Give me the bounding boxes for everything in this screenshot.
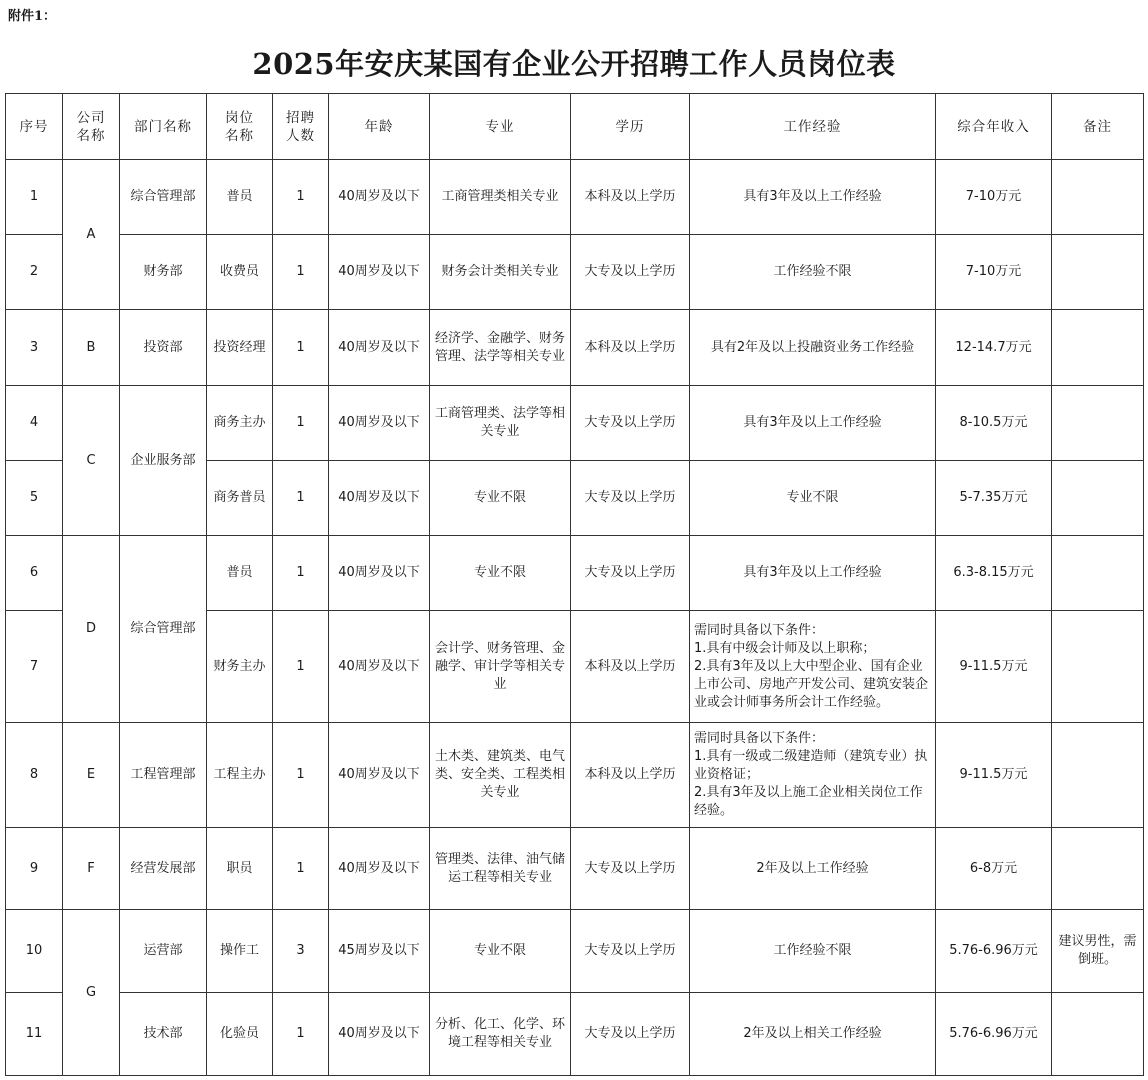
cell-dept: 投资部 (120, 310, 207, 386)
cell-seq: 8 (6, 723, 63, 828)
cell-age: 40周岁及以下 (329, 386, 430, 461)
cell-income: 7-10万元 (936, 160, 1052, 235)
cell-dept: 企业服务部 (120, 386, 207, 536)
cell-age: 40周岁及以下 (329, 160, 430, 235)
cell-count: 1 (273, 536, 329, 611)
cell-major: 工商管理类相关专业 (430, 160, 571, 235)
cell-post: 商务主办 (207, 386, 273, 461)
cell-count: 1 (273, 993, 329, 1076)
cell-company: A (63, 160, 120, 310)
cell-company: C (63, 386, 120, 536)
cell-company: F (63, 828, 120, 910)
cell-exp: 工作经验不限 (690, 910, 936, 993)
cell-major: 土木类、建筑类、电气类、安全类、工程类相关专业 (430, 723, 571, 828)
cell-exp: 2年及以上相关工作经验 (690, 993, 936, 1076)
cell-seq: 1 (6, 160, 63, 235)
cell-major: 经济学、金融学、财务管理、法学等相关专业 (430, 310, 571, 386)
cell-edu: 大专及以上学历 (571, 536, 690, 611)
cell-seq: 5 (6, 461, 63, 536)
cell-note (1052, 611, 1144, 723)
cell-age: 40周岁及以下 (329, 723, 430, 828)
cell-count: 1 (273, 310, 329, 386)
header-major: 专业 (430, 94, 571, 160)
cell-post: 投资经理 (207, 310, 273, 386)
cell-dept: 财务部 (120, 235, 207, 310)
cell-edu: 大专及以上学历 (571, 235, 690, 310)
cell-count: 1 (273, 723, 329, 828)
table-row (6, 386, 1144, 461)
cell-edu: 本科及以上学历 (571, 611, 690, 723)
cell-note (1052, 310, 1144, 386)
cell-post: 收费员 (207, 235, 273, 310)
cell-note (1052, 723, 1144, 828)
cell-edu: 本科及以上学历 (571, 723, 690, 828)
cell-dept: 工程管理部 (120, 723, 207, 828)
cell-dept: 技术部 (120, 993, 207, 1076)
cell-seq: 10 (6, 910, 63, 993)
cell-age: 45周岁及以下 (329, 910, 430, 993)
cell-note (1052, 536, 1144, 611)
cell-count: 1 (273, 611, 329, 723)
cell-major: 专业不限 (430, 536, 571, 611)
header-edu: 学历 (571, 94, 690, 160)
page-title: 2025年安庆某国有企业公开招聘工作人员岗位表 (252, 47, 896, 81)
header-income: 综合年收入 (936, 94, 1052, 160)
cell-company: D (63, 536, 120, 723)
cell-note (1052, 828, 1144, 910)
header-exp: 工作经验 (690, 94, 936, 160)
cell-age: 40周岁及以下 (329, 828, 430, 910)
cell-major: 工商管理类、法学等相关专业 (430, 386, 571, 461)
cell-post: 化验员 (207, 993, 273, 1076)
cell-income: 5.76-6.96万元 (936, 993, 1052, 1076)
cell-income: 12-14.7万元 (936, 310, 1052, 386)
cell-age: 40周岁及以下 (329, 310, 430, 386)
cell-age: 40周岁及以下 (329, 461, 430, 536)
header-count: 招聘 人数 (273, 94, 329, 160)
cell-post: 操作工 (207, 910, 273, 993)
cell-major: 专业不限 (430, 910, 571, 993)
cell-post: 财务主办 (207, 611, 273, 723)
cell-count: 1 (273, 828, 329, 910)
recruitment-table (5, 93, 1144, 1076)
cell-company: E (63, 723, 120, 828)
cell-income: 5.76-6.96万元 (936, 910, 1052, 993)
header-company: 公司 名称 (63, 94, 120, 160)
attachment-label: 附件1： (8, 9, 57, 24)
header-age: 年龄 (329, 94, 430, 160)
cell-major: 管理类、法律、油气储运工程等相关专业 (430, 828, 571, 910)
cell-seq: 2 (6, 235, 63, 310)
cell-seq: 7 (6, 611, 63, 723)
cell-exp: 工作经验不限 (690, 235, 936, 310)
cell-income: 9-11.5万元 (936, 611, 1052, 723)
cell-count: 1 (273, 235, 329, 310)
cell-age: 40周岁及以下 (329, 993, 430, 1076)
cell-edu: 本科及以上学历 (571, 160, 690, 235)
cell-age: 40周岁及以下 (329, 536, 430, 611)
table-row (6, 160, 1144, 235)
header-post: 岗位 名称 (207, 94, 273, 160)
cell-note (1052, 386, 1144, 461)
cell-exp: 具有3年及以上工作经验 (690, 536, 936, 611)
cell-major: 财务会计类相关专业 (430, 235, 571, 310)
cell-exp: 具有2年及以上投融资业务工作经验 (690, 310, 936, 386)
table-row (6, 723, 1144, 828)
cell-major: 会计学、财务管理、金融学、审计学等相关专业 (430, 611, 571, 723)
header-note: 备注 (1052, 94, 1144, 160)
table-row (6, 235, 1144, 310)
cell-major: 专业不限 (430, 461, 571, 536)
cell-income: 6.3-8.15万元 (936, 536, 1052, 611)
cell-company: G (63, 910, 120, 1076)
cell-dept: 经营发展部 (120, 828, 207, 910)
table-row (6, 993, 1144, 1076)
header-row (6, 94, 1144, 160)
table-row (6, 910, 1144, 993)
cell-age: 40周岁及以下 (329, 235, 430, 310)
cell-note: 建议男性，需倒班。 (1052, 910, 1144, 993)
cell-seq: 6 (6, 536, 63, 611)
cell-income: 9-11.5万元 (936, 723, 1052, 828)
cell-note (1052, 993, 1144, 1076)
cell-edu: 大专及以上学历 (571, 386, 690, 461)
cell-exp: 具有3年及以上工作经验 (690, 386, 936, 461)
cell-post: 普员 (207, 536, 273, 611)
cell-seq: 4 (6, 386, 63, 461)
cell-edu: 本科及以上学历 (571, 310, 690, 386)
cell-major: 分析、化工、化学、环境工程等相关专业 (430, 993, 571, 1076)
cell-income: 7-10万元 (936, 235, 1052, 310)
cell-post: 商务普员 (207, 461, 273, 536)
cell-post: 普员 (207, 160, 273, 235)
cell-edu: 大专及以上学历 (571, 461, 690, 536)
cell-age: 40周岁及以下 (329, 611, 430, 723)
cell-dept: 综合管理部 (120, 160, 207, 235)
cell-company: B (63, 310, 120, 386)
cell-edu: 大专及以上学历 (571, 993, 690, 1076)
cell-income: 8-10.5万元 (936, 386, 1052, 461)
header-seq: 序号 (6, 94, 63, 160)
table-row (6, 536, 1144, 611)
table-row (6, 310, 1144, 386)
header-dept: 部门名称 (120, 94, 207, 160)
cell-seq: 3 (6, 310, 63, 386)
cell-note (1052, 160, 1144, 235)
cell-dept: 运营部 (120, 910, 207, 993)
cell-count: 1 (273, 461, 329, 536)
cell-note (1052, 235, 1144, 310)
cell-post: 工程主办 (207, 723, 273, 828)
cell-count: 3 (273, 910, 329, 993)
cell-exp: 需同时具备以下条件： 1.具有中级会计师及以上职称； 2.具有3年及以上大中型企业、国有企业上市公司、房地产开发公司、建筑安装企业或会计师事务所会计工作经验。 (690, 611, 936, 723)
cell-note (1052, 461, 1144, 536)
cell-edu: 大专及以上学历 (571, 828, 690, 910)
cell-exp: 需同时具备以下条件： 1.具有一级或二级建造师（建筑专业）执业资格证； 2.具有3年及以上施工企业相关岗位工作经验。 (690, 723, 936, 828)
cell-edu: 大专及以上学历 (571, 910, 690, 993)
cell-income: 5-7.35万元 (936, 461, 1052, 536)
cell-dept: 综合管理部 (120, 536, 207, 723)
cell-seq: 11 (6, 993, 63, 1076)
cell-count: 1 (273, 160, 329, 235)
cell-post: 职员 (207, 828, 273, 910)
table-row (6, 828, 1144, 910)
cell-exp: 具有3年及以上工作经验 (690, 160, 936, 235)
cell-exp: 专业不限 (690, 461, 936, 536)
cell-count: 1 (273, 386, 329, 461)
cell-seq: 9 (6, 828, 63, 910)
cell-exp: 2年及以上工作经验 (690, 828, 936, 910)
cell-income: 6-8万元 (936, 828, 1052, 910)
